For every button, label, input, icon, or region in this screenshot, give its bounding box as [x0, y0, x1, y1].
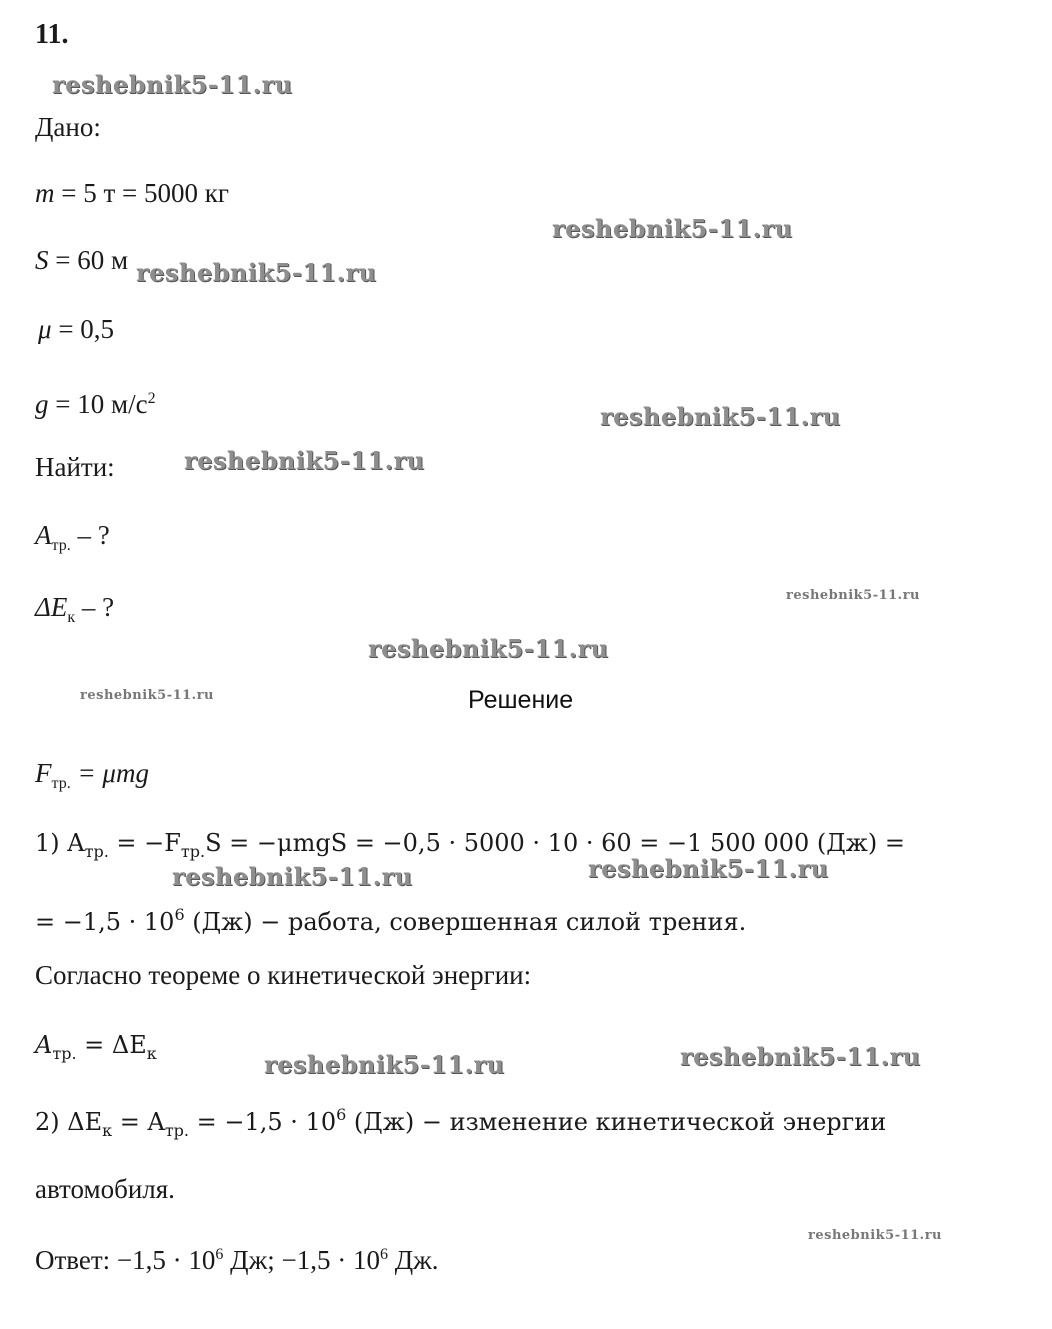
mass-value: = 5 т = 5000 кг [61, 178, 229, 208]
g-exponent: 2 [147, 390, 156, 407]
answer-exp1: 6 [215, 1246, 224, 1263]
distance-value: = 60 м [55, 245, 129, 275]
work-question: – ? [70, 520, 110, 550]
step1-rest: S = −μmgS = −0,5 · 5000 · 10 · 60 = −1 500 000 (Дж) = [205, 829, 905, 857]
eq-sub: тр. [52, 1044, 77, 1063]
given-mu [38, 312, 114, 346]
watermark: reshebnik5-11.ru [80, 688, 215, 703]
mass-symbol: m [35, 178, 55, 208]
watermark: reshebnik5-11.ru [680, 1042, 921, 1071]
work-symbol: A [35, 520, 52, 550]
given-distance [35, 243, 128, 277]
eq-symbol: A [35, 1031, 53, 1059]
step-2-continued: автомобиля. [35, 1174, 175, 1204]
energy-symbol: ΔE [35, 592, 68, 622]
solution-title: Решение [468, 686, 574, 714]
step1-sub2: тр. [180, 842, 206, 861]
friction-rhs: = μmg [70, 758, 149, 788]
given-title: Дано: [35, 112, 101, 142]
answer-pre: Ответ: −1,5 · 10 [35, 1245, 216, 1275]
watermark: reshebnik5-11.ru [184, 446, 425, 475]
answer-mid: Дж; −1,5 · 10 [223, 1245, 380, 1275]
friction-formula [35, 756, 149, 801]
find-energy [35, 590, 114, 635]
energy-question: – ? [75, 592, 115, 622]
step2-val: = −1,5 · 10 [189, 1108, 337, 1136]
work-subscript: тр. [51, 537, 71, 554]
watermark: reshebnik5-11.ru [264, 1050, 505, 1079]
mu-symbol: μ [38, 314, 52, 344]
friction-symbol: F [35, 758, 52, 788]
watermark: reshebnik5-11.ru [808, 1228, 943, 1243]
given-g [35, 382, 156, 421]
g-symbol: g [35, 389, 49, 419]
step1-cont-pre: = −1,5 · 10 [35, 908, 175, 936]
eq-sub2: к [146, 1044, 157, 1063]
work-energy-equation [35, 1028, 157, 1071]
watermark: reshebnik5-11.ru [52, 70, 293, 99]
step2-exp: 6 [336, 1105, 347, 1124]
answer-exp2: 6 [379, 1246, 388, 1263]
step2-mid: = A [112, 1108, 165, 1136]
watermark: reshebnik5-11.ru [136, 258, 377, 287]
step1-sub1: тр. [84, 842, 109, 861]
step2-sub1: к [102, 1121, 113, 1140]
given-mass [35, 176, 229, 210]
watermark: reshebnik5-11.ru [368, 634, 609, 663]
g-value: = 10 м/с [55, 389, 148, 419]
watermark: reshebnik5-11.ru [786, 588, 921, 603]
eq-rhs: = ΔE [76, 1031, 147, 1059]
step1-pre: 1) A [35, 829, 85, 857]
step1-cont-post: (Дж) − работа, совершенная силой трения. [184, 908, 747, 936]
watermark: reshebnik5-11.ru [172, 862, 413, 891]
step2-sub2: тр. [164, 1121, 190, 1140]
theorem-text: Согласно теореме о кинетической энергии: [35, 960, 532, 990]
answer [35, 1238, 439, 1277]
energy-subscript: к [67, 609, 76, 626]
answer-post: Дж. [387, 1245, 439, 1275]
step2-post: (Дж) − изменение кинетической энергии [346, 1108, 887, 1136]
friction-subscript: тр. [51, 775, 71, 792]
find-work [35, 518, 110, 563]
watermark: reshebnik5-11.ru [600, 402, 841, 431]
step2-pre: 2) ΔE [35, 1108, 103, 1136]
step1-cont-exp: 6 [174, 905, 185, 924]
step1-mid: = −F [108, 829, 181, 857]
mu-value: = 0,5 [58, 314, 115, 344]
step-2 [35, 1098, 886, 1148]
problem-number: 11. [35, 19, 69, 50]
step-1-continued [35, 898, 746, 939]
distance-symbol: S [35, 245, 49, 275]
watermark: reshebnik5-11.ru [588, 854, 829, 883]
watermark: reshebnik5-11.ru [552, 214, 793, 243]
find-title: Найти: [35, 452, 115, 482]
